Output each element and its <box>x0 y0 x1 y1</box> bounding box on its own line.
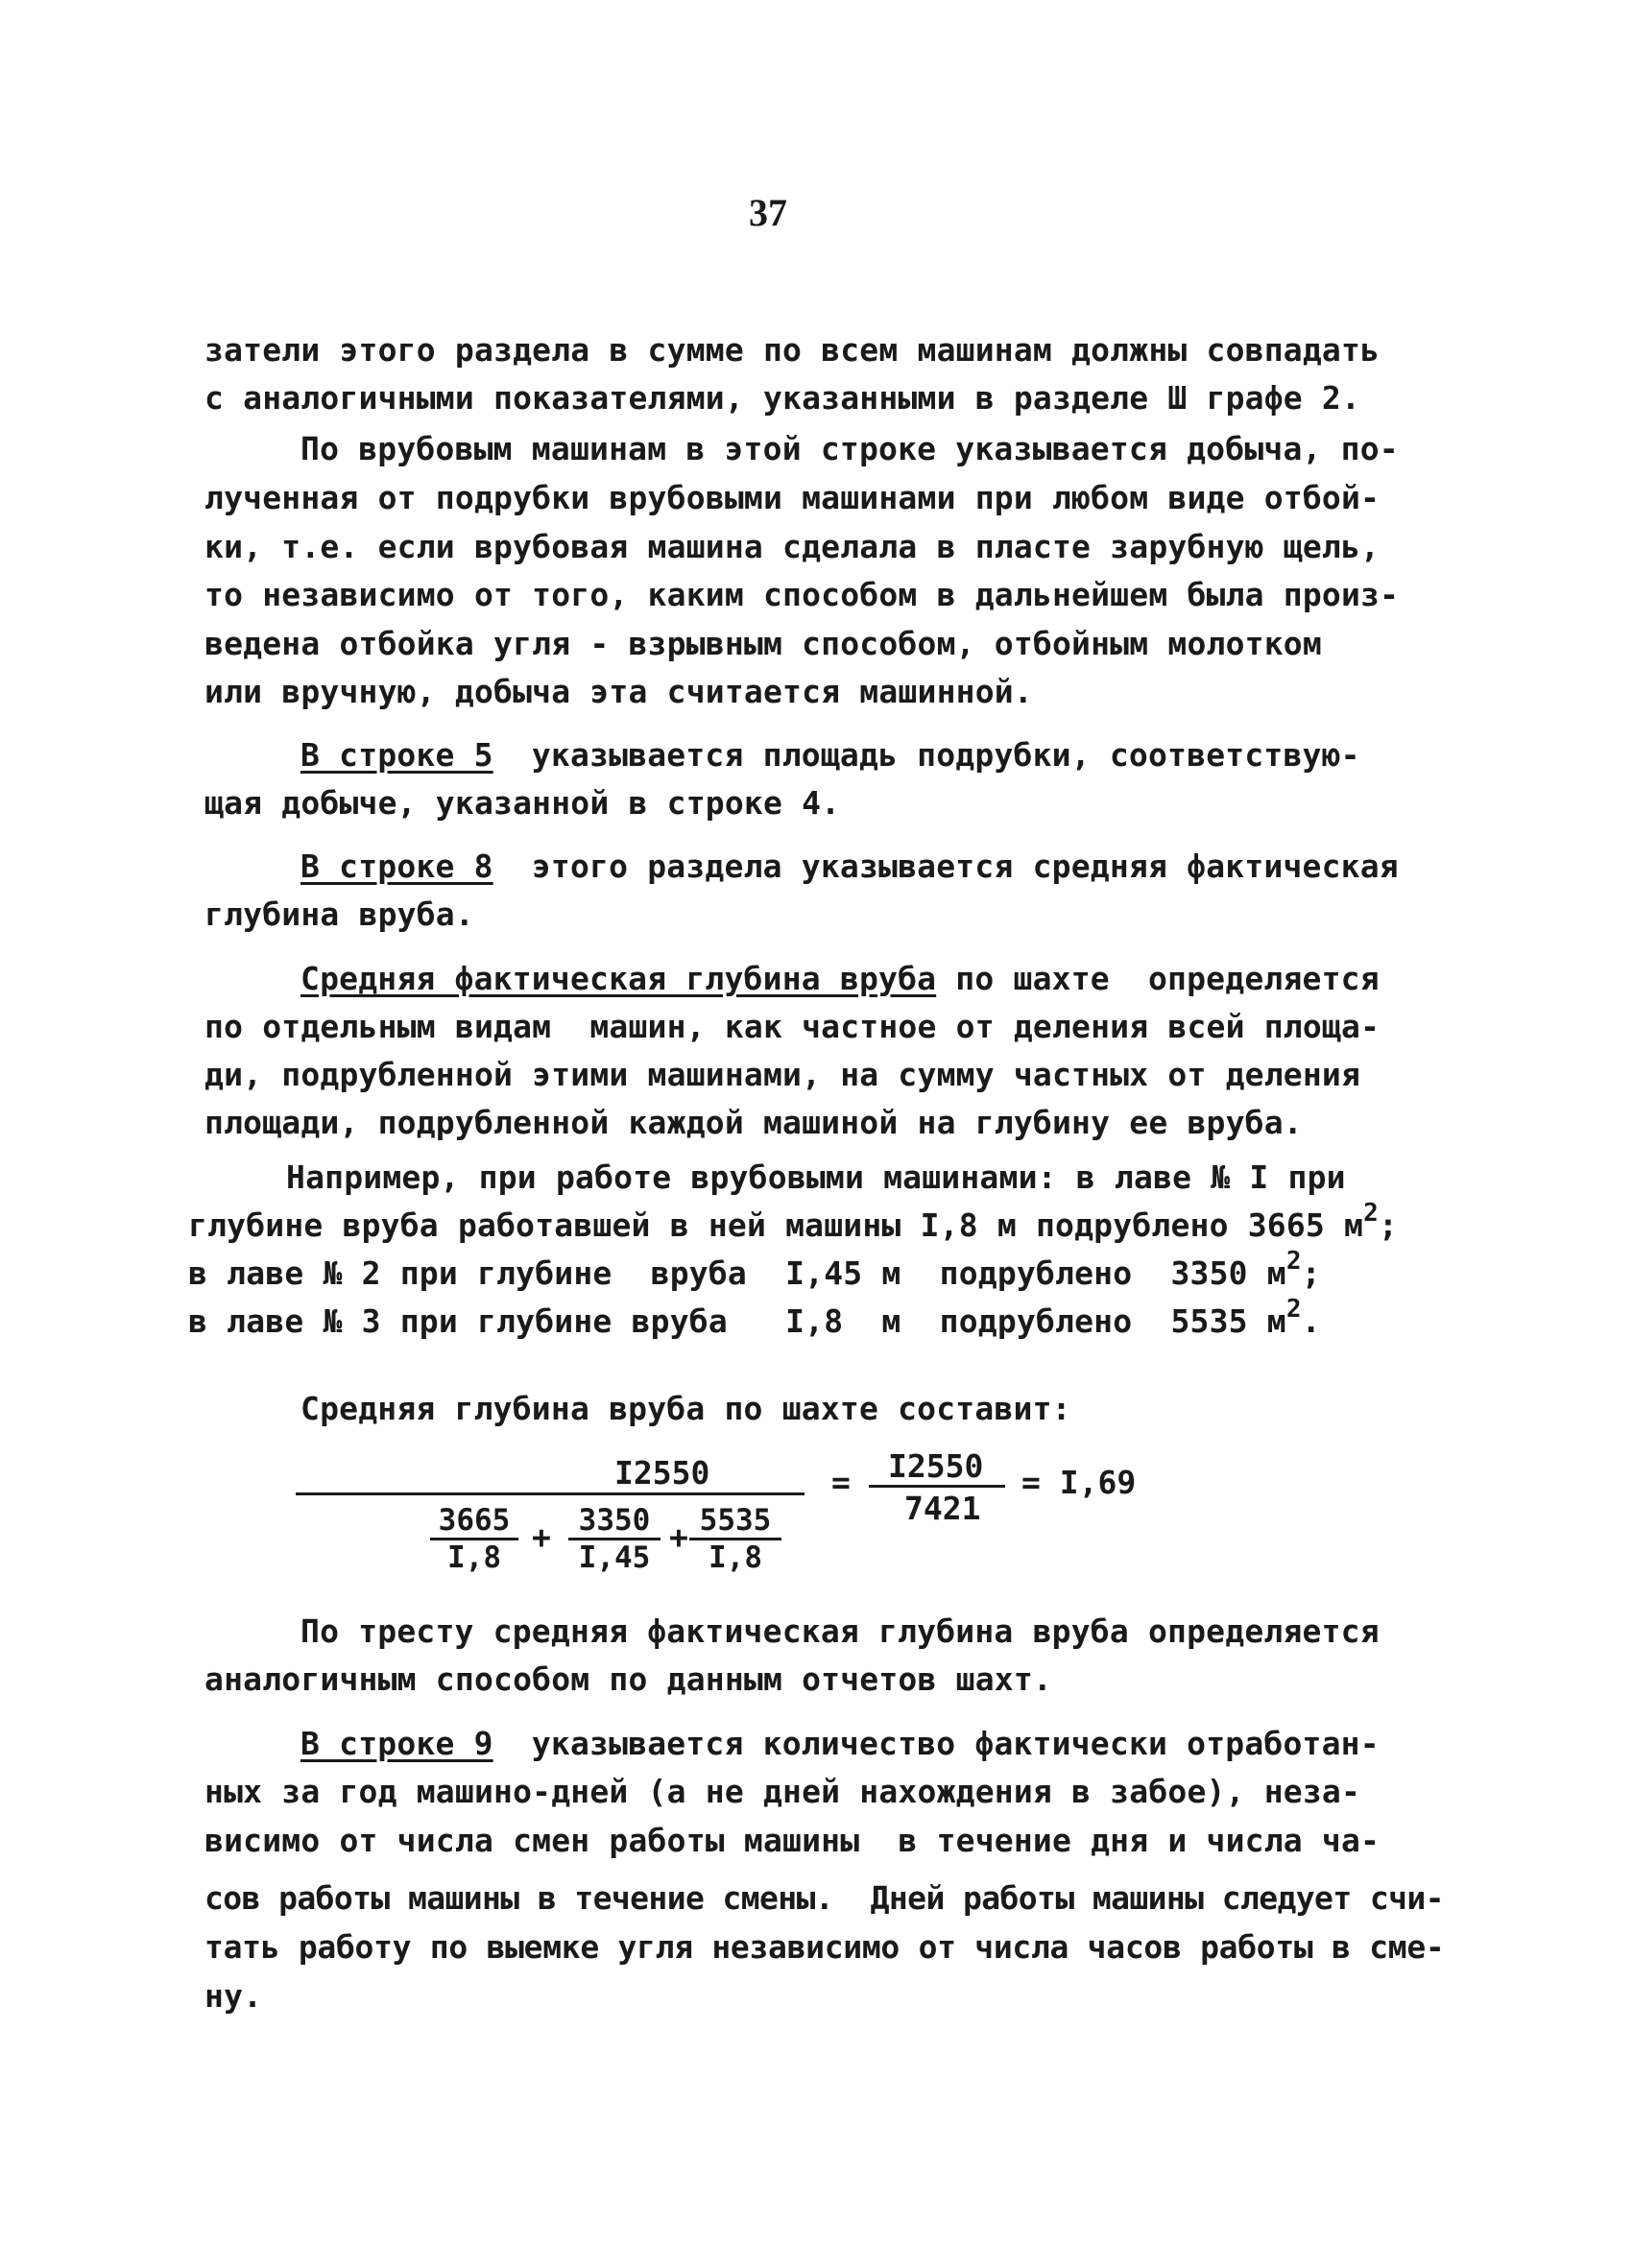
sub-fraction: $\frac{3350}{I,45}$ <box>568 1503 660 1575</box>
text-line: Средняя фактическая глубина вруба по шахте определяется <box>300 960 1380 997</box>
text-line: В строке 9 указывается количество фактически отработан- <box>300 1725 1380 1762</box>
text-line: глубине вруба работавшей в ней машины I,8 м подрублено 3665 $м^2$; <box>188 1199 1399 1244</box>
text-line: По врубовым машинам в этой строке указывается добыча, по- <box>300 430 1399 467</box>
text-line: висимо от числа смен работы машины в течение дня и числа ча- <box>204 1822 1381 1859</box>
formula-result: = I,69 <box>1021 1464 1137 1501</box>
plus-sign: + <box>669 1518 688 1556</box>
text-line: ведена отбойка угля - взрывным способом, отбойным молотком <box>204 625 1322 662</box>
text-line: в лаве № 2 при глубине вруба I,45 м подрублено 3350 $м^2$; <box>188 1247 1321 1292</box>
text-line: щая добыче, указанной в строке 4. <box>204 784 841 822</box>
text-line: ных за год машино-дней (а не дней нахождения в забое), неза- <box>204 1773 1361 1810</box>
page-number: 37 <box>749 191 787 234</box>
text-line: В строке 5 указывается площадь подрубки, соответствую- <box>300 736 1360 774</box>
text-line: по отдельным видам машин, как частное от деления всей площа- <box>204 1008 1381 1045</box>
plus-sign: + <box>532 1518 551 1556</box>
text-line: глубина вруба. <box>204 895 474 933</box>
text-line: в лаве № 3 при глубине вруба I,8 м подрублено 5535 $м^2$. <box>188 1295 1321 1340</box>
row-reference: В строке 9 <box>300 1725 493 1762</box>
row-reference: В строке 8 <box>300 848 493 885</box>
fraction-bar <box>869 1485 1005 1488</box>
text-line: тать работу по выемке угля независимо от числа часов работы в сме- <box>204 1928 1445 1966</box>
text-line: ки, т.е. если врубовая машина сделала в пласте зарубную щель, <box>204 528 1381 565</box>
sub-fraction: $\frac{3665}{I,8}$ <box>430 1503 518 1575</box>
text-line: ну. <box>204 1977 263 2015</box>
text-line: лученная от подрубки врубовыми машинами при любом виде отбой- <box>204 479 1381 516</box>
fraction-bar <box>296 1492 804 1495</box>
formula-numerator: I2550 <box>614 1454 710 1492</box>
text-line: с аналогичными показателями, указанными в разделе Ш графе 2. <box>204 379 1361 417</box>
defined-term: Средняя фактическая глубина вруба <box>300 960 937 997</box>
text-line: то независимо от того, каким способом в дальнейшем была произ- <box>204 576 1400 613</box>
text-line: Средняя глубина вруба по шахте составит: <box>300 1390 1071 1427</box>
text-line: По тресту средняя фактическая глубина вруба определяется <box>300 1612 1380 1650</box>
row-reference: В строке 5 <box>300 736 493 774</box>
text-line: ди, подрубленной этими машинами, на сумму частных от деления <box>204 1056 1361 1093</box>
text-line: или вручную, добыча эта считается машинной. <box>204 673 1033 710</box>
text-line: площади, подрубленной каждой машиной на глубину ее вруба. <box>204 1104 1303 1141</box>
equals-sign: = <box>831 1464 851 1501</box>
quotient-numerator: I2550 <box>888 1447 984 1485</box>
quotient-denominator: 7421 <box>904 1490 981 1527</box>
text-line: сов работы машины в течение смены. Дней работы машины следует счи- <box>204 1879 1444 1917</box>
sub-fraction: $\frac{5535}{I,8}$ <box>689 1503 781 1575</box>
text-line: аналогичным способом по данным отчетов шахт. <box>204 1660 1052 1698</box>
text-line: затели этого раздела в сумме по всем машинам должны совпадать <box>204 331 1381 369</box>
text-line: В строке 8 этого раздела указывается средняя фактическая <box>300 848 1399 885</box>
text-line: Например, при работе врубовыми машинами: в лаве № I при <box>286 1158 1346 1196</box>
